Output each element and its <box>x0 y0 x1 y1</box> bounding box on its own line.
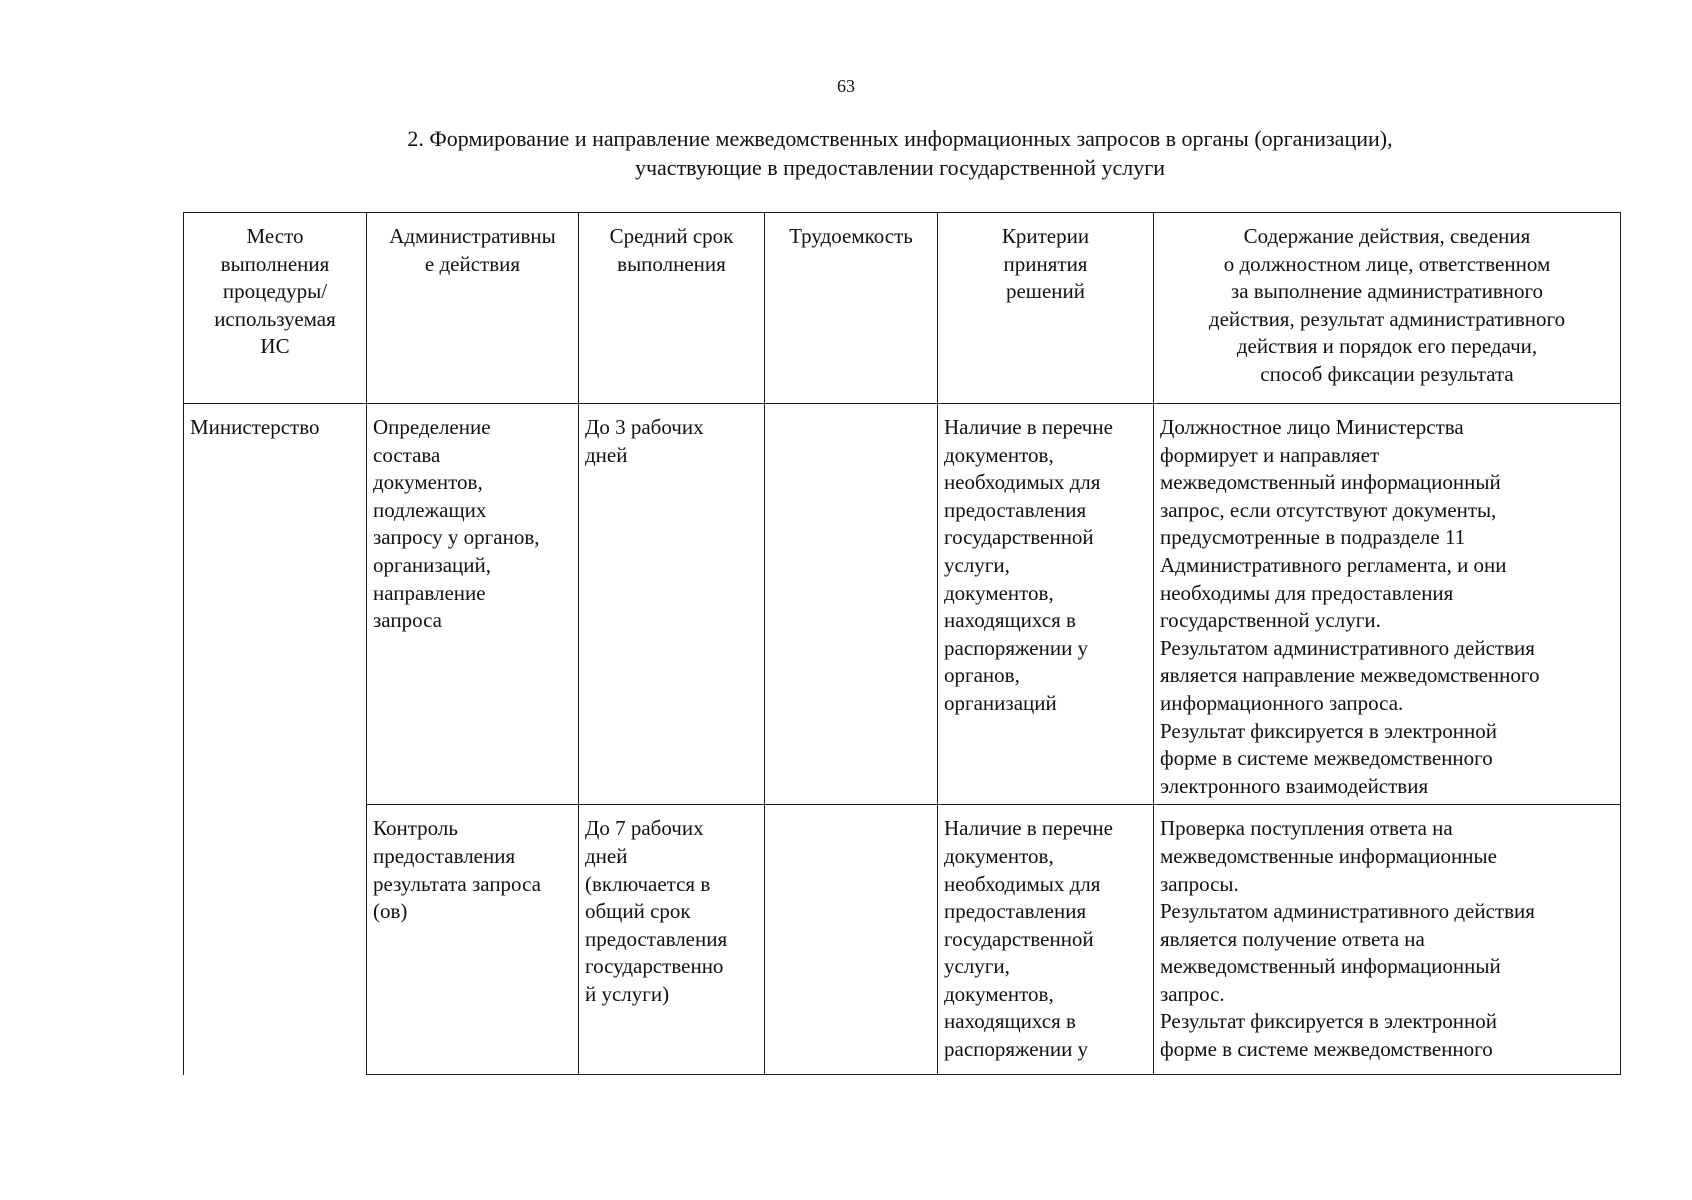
header-criteria: Критерии принятия решений <box>938 213 1154 404</box>
cell-term: До 3 рабочих дней <box>579 404 765 805</box>
cell-criteria: Наличие в перечне документов, необходимых для предоставления государственной услуги, документов, находящихся в распоряжении у органов, организаций <box>938 404 1154 805</box>
table-row <box>184 404 1621 805</box>
header-term: Средний срок выполнения <box>579 213 765 404</box>
cell-action: Контроль предоставления результата запроса (ов) <box>367 805 579 1075</box>
section-title-line-1: 2. Формирование и направление межведомственных информационных запросов в органы (организации), <box>407 126 1393 151</box>
cell-labor <box>765 805 938 1075</box>
cell-content: Должностное лицо Министерства формирует и направляет межведомственный информационный запрос, если отсутствуют документы, предусмотренные в подразделе 11 Административного регламента, и они необходимы для предоставления государственной услуги. Результатом административного действия является направление межведомственного информационного запроса. Результат фиксируется в электронной форме в системе межведомственного электронного взаимодействия <box>1154 404 1621 805</box>
section-title-line-2: участвующие в предоставлении государственной услуги <box>634 155 1166 180</box>
table-header-row <box>184 213 1621 404</box>
cell-labor <box>765 404 938 805</box>
procedure-table <box>183 212 1621 1075</box>
cell-content: Проверка поступления ответа на межведомственные информационные запросы. Результатом административного действия является получение ответа на межведомственный информационный запрос. Результат фиксируется в электронной форме в системе межведомственного <box>1154 805 1621 1075</box>
page-number: 63 <box>837 76 855 96</box>
cell-place <box>184 805 367 1075</box>
cell-action: Определение состава документов, подлежащих запросу у органов, организаций, направление запроса <box>367 404 579 805</box>
header-actions: Административны е действия <box>367 213 579 404</box>
section-title <box>180 124 1620 182</box>
header-place: Место выполнения процедуры/ используемая ИС <box>184 213 367 404</box>
cell-term: До 7 рабочих дней (включается в общий срок предоставления государственно й услуги) <box>579 805 765 1075</box>
table-row <box>184 805 1621 1075</box>
cell-place: Министерство <box>184 404 367 805</box>
header-labor: Трудоемкость <box>765 213 938 404</box>
header-content: Содержание действия, сведения о должностном лице, ответственном за выполнение административного действия, результат административного действия и порядок его передачи, способ фиксации результата <box>1154 213 1621 404</box>
cell-criteria: Наличие в перечне документов, необходимых для предоставления государственной услуги, документов, находящихся в распоряжении у <box>938 805 1154 1075</box>
